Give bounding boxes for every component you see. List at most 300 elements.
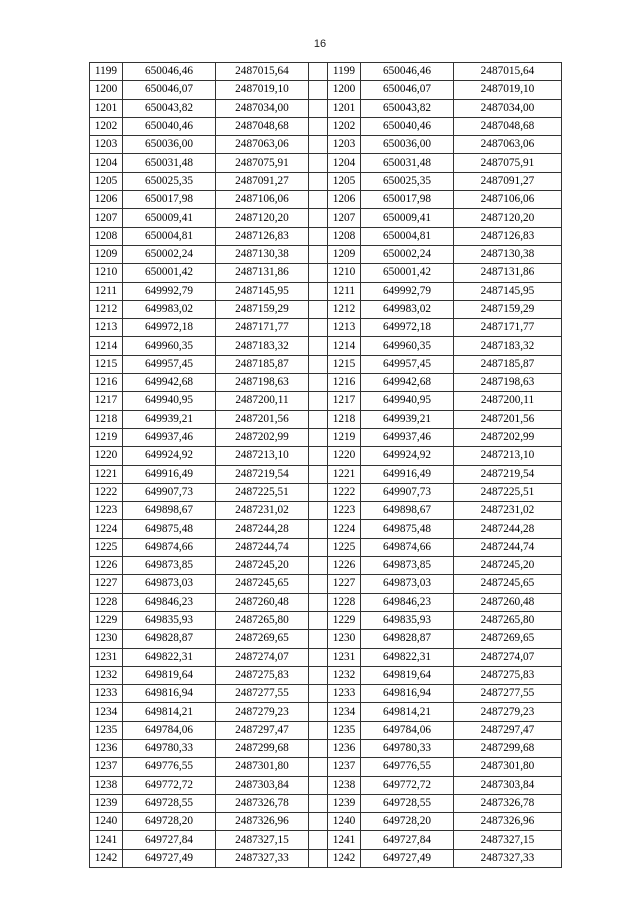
x-coordinate-cell: 649772,72: [361, 776, 454, 794]
y-coordinate-cell: 2487015,64: [454, 63, 562, 81]
point-number-cell: 1229: [328, 611, 361, 629]
x-coordinate-cell: 649776,55: [123, 758, 216, 776]
point-number-cell: 1199: [90, 63, 123, 81]
x-coordinate-cell: 650002,24: [123, 245, 216, 263]
x-coordinate-cell: 650002,24: [361, 245, 454, 263]
table-row: [90, 685, 562, 703]
point-number-cell: 1203: [90, 136, 123, 154]
table-row: [90, 575, 562, 593]
table-row: [90, 611, 562, 629]
x-coordinate-cell: 649924,92: [123, 447, 216, 465]
coordinates-table-body: [90, 63, 562, 868]
y-coordinate-cell: 2487245,20: [454, 557, 562, 575]
point-number-cell: 1206: [328, 191, 361, 209]
point-number-cell: 1213: [90, 319, 123, 337]
x-coordinate-cell: 649814,21: [123, 703, 216, 721]
x-coordinate-cell: 649874,66: [361, 538, 454, 556]
y-coordinate-cell: 2487126,83: [454, 227, 562, 245]
point-number-cell: 1236: [90, 739, 123, 757]
table-row: [90, 300, 562, 318]
point-number-cell: 1233: [90, 685, 123, 703]
point-number-cell: 1205: [328, 172, 361, 190]
x-coordinate-cell: 649873,03: [361, 575, 454, 593]
point-number-cell: 1199: [328, 63, 361, 81]
y-coordinate-cell: 2487106,06: [216, 191, 309, 209]
y-coordinate-cell: 2487327,33: [216, 849, 309, 867]
point-number-cell: 1242: [90, 849, 123, 867]
x-coordinate-cell: 649937,46: [361, 428, 454, 446]
x-coordinate-cell: 649983,02: [123, 300, 216, 318]
point-number-cell: 1230: [328, 630, 361, 648]
point-number-cell: 1239: [90, 794, 123, 812]
point-number-cell: 1241: [328, 831, 361, 849]
x-coordinate-cell: 650025,35: [123, 172, 216, 190]
y-coordinate-cell: 2487219,54: [216, 465, 309, 483]
x-coordinate-cell: 649898,67: [361, 502, 454, 520]
gap-cell: [309, 172, 328, 190]
point-number-cell: 1201: [328, 99, 361, 117]
y-coordinate-cell: 2487297,47: [454, 721, 562, 739]
table-row: [90, 136, 562, 154]
point-number-cell: 1234: [328, 703, 361, 721]
y-coordinate-cell: 2487091,27: [454, 172, 562, 190]
gap-cell: [309, 849, 328, 867]
coordinates-table: [89, 62, 562, 868]
table-row: [90, 117, 562, 135]
y-coordinate-cell: 2487019,10: [216, 81, 309, 99]
gap-cell: [309, 63, 328, 81]
point-number-cell: 1205: [90, 172, 123, 190]
y-coordinate-cell: 2487075,91: [216, 154, 309, 172]
y-coordinate-cell: 2487200,11: [216, 392, 309, 410]
gap-cell: [309, 520, 328, 538]
x-coordinate-cell: 649898,67: [123, 502, 216, 520]
table-row: [90, 721, 562, 739]
x-coordinate-cell: 649916,49: [123, 465, 216, 483]
y-coordinate-cell: 2487183,32: [454, 337, 562, 355]
y-coordinate-cell: 2487269,65: [454, 630, 562, 648]
point-number-cell: 1200: [328, 81, 361, 99]
point-number-cell: 1236: [328, 739, 361, 757]
point-number-cell: 1209: [90, 245, 123, 263]
gap-cell: [309, 630, 328, 648]
x-coordinate-cell: 649727,84: [123, 831, 216, 849]
table-row: [90, 81, 562, 99]
x-coordinate-cell: 649780,33: [361, 739, 454, 757]
x-coordinate-cell: 650046,46: [123, 63, 216, 81]
y-coordinate-cell: 2487303,84: [454, 776, 562, 794]
y-coordinate-cell: 2487171,77: [216, 319, 309, 337]
x-coordinate-cell: 649939,21: [361, 410, 454, 428]
y-coordinate-cell: 2487201,56: [216, 410, 309, 428]
gap-cell: [309, 282, 328, 300]
gap-cell: [309, 776, 328, 794]
y-coordinate-cell: 2487198,63: [216, 374, 309, 392]
x-coordinate-cell: 649972,18: [123, 319, 216, 337]
point-number-cell: 1225: [90, 538, 123, 556]
table-row: [90, 282, 562, 300]
gap-cell: [309, 666, 328, 684]
y-coordinate-cell: 2487201,56: [454, 410, 562, 428]
point-number-cell: 1228: [90, 593, 123, 611]
point-number-cell: 1223: [328, 502, 361, 520]
x-coordinate-cell: 649957,45: [361, 355, 454, 373]
table-row: [90, 209, 562, 227]
point-number-cell: 1210: [90, 264, 123, 282]
point-number-cell: 1207: [90, 209, 123, 227]
gap-cell: [309, 428, 328, 446]
x-coordinate-cell: 650017,98: [123, 191, 216, 209]
x-coordinate-cell: 649875,48: [361, 520, 454, 538]
gap-cell: [309, 794, 328, 812]
gap-cell: [309, 227, 328, 245]
point-number-cell: 1214: [328, 337, 361, 355]
x-coordinate-cell: 649846,23: [123, 593, 216, 611]
x-coordinate-cell: 649942,68: [123, 374, 216, 392]
x-coordinate-cell: 650040,46: [361, 117, 454, 135]
table-row: [90, 447, 562, 465]
y-coordinate-cell: 2487048,68: [454, 117, 562, 135]
point-number-cell: 1207: [328, 209, 361, 227]
point-number-cell: 1218: [328, 410, 361, 428]
gap-cell: [309, 355, 328, 373]
x-coordinate-cell: 649924,92: [361, 447, 454, 465]
x-coordinate-cell: 649937,46: [123, 428, 216, 446]
y-coordinate-cell: 2487048,68: [216, 117, 309, 135]
y-coordinate-cell: 2487326,96: [216, 813, 309, 831]
table-row: [90, 374, 562, 392]
point-number-cell: 1230: [90, 630, 123, 648]
x-coordinate-cell: 649819,64: [361, 666, 454, 684]
y-coordinate-cell: 2487075,91: [454, 154, 562, 172]
x-coordinate-cell: 649873,85: [361, 557, 454, 575]
gap-cell: [309, 337, 328, 355]
table-row: [90, 538, 562, 556]
point-number-cell: 1216: [328, 374, 361, 392]
point-number-cell: 1226: [90, 557, 123, 575]
x-coordinate-cell: 649828,87: [123, 630, 216, 648]
y-coordinate-cell: 2487130,38: [216, 245, 309, 263]
gap-cell: [309, 154, 328, 172]
gap-cell: [309, 465, 328, 483]
gap-cell: [309, 685, 328, 703]
x-coordinate-cell: 649814,21: [361, 703, 454, 721]
gap-cell: [309, 611, 328, 629]
x-coordinate-cell: 649819,64: [123, 666, 216, 684]
point-number-cell: 1240: [328, 813, 361, 831]
y-coordinate-cell: 2487213,10: [216, 447, 309, 465]
table-row: [90, 245, 562, 263]
x-coordinate-cell: 649784,06: [123, 721, 216, 739]
y-coordinate-cell: 2487185,87: [216, 355, 309, 373]
point-number-cell: 1217: [328, 392, 361, 410]
y-coordinate-cell: 2487277,55: [454, 685, 562, 703]
point-number-cell: 1241: [90, 831, 123, 849]
point-number-cell: 1239: [328, 794, 361, 812]
gap-cell: [309, 831, 328, 849]
x-coordinate-cell: 649873,85: [123, 557, 216, 575]
point-number-cell: 1211: [90, 282, 123, 300]
x-coordinate-cell: 649727,49: [361, 849, 454, 867]
gap-cell: [309, 136, 328, 154]
point-number-cell: 1204: [90, 154, 123, 172]
point-number-cell: 1224: [90, 520, 123, 538]
y-coordinate-cell: 2487244,74: [216, 538, 309, 556]
gap-cell: [309, 209, 328, 227]
y-coordinate-cell: 2487198,63: [454, 374, 562, 392]
x-coordinate-cell: 649992,79: [123, 282, 216, 300]
x-coordinate-cell: 649939,21: [123, 410, 216, 428]
x-coordinate-cell: 650043,82: [123, 99, 216, 117]
y-coordinate-cell: 2487327,33: [454, 849, 562, 867]
y-coordinate-cell: 2487034,00: [454, 99, 562, 117]
point-number-cell: 1208: [90, 227, 123, 245]
x-coordinate-cell: 650040,46: [123, 117, 216, 135]
y-coordinate-cell: 2487225,51: [454, 483, 562, 501]
point-number-cell: 1235: [90, 721, 123, 739]
point-number-cell: 1218: [90, 410, 123, 428]
point-number-cell: 1220: [90, 447, 123, 465]
table-row: [90, 410, 562, 428]
y-coordinate-cell: 2487120,20: [454, 209, 562, 227]
table-row: [90, 227, 562, 245]
table-row: [90, 648, 562, 666]
x-coordinate-cell: 650036,00: [361, 136, 454, 154]
y-coordinate-cell: 2487171,77: [454, 319, 562, 337]
x-coordinate-cell: 649942,68: [361, 374, 454, 392]
y-coordinate-cell: 2487260,48: [216, 593, 309, 611]
x-coordinate-cell: 650031,48: [361, 154, 454, 172]
gap-cell: [309, 483, 328, 501]
x-coordinate-cell: 650046,07: [123, 81, 216, 99]
x-coordinate-cell: 649822,31: [123, 648, 216, 666]
y-coordinate-cell: 2487279,23: [454, 703, 562, 721]
table-row: [90, 849, 562, 867]
gap-cell: [309, 575, 328, 593]
y-coordinate-cell: 2487245,20: [216, 557, 309, 575]
y-coordinate-cell: 2487245,65: [216, 575, 309, 593]
y-coordinate-cell: 2487213,10: [454, 447, 562, 465]
x-coordinate-cell: 649957,45: [123, 355, 216, 373]
y-coordinate-cell: 2487185,87: [454, 355, 562, 373]
y-coordinate-cell: 2487225,51: [216, 483, 309, 501]
y-coordinate-cell: 2487301,80: [454, 758, 562, 776]
y-coordinate-cell: 2487299,68: [454, 739, 562, 757]
y-coordinate-cell: 2487327,15: [454, 831, 562, 849]
x-coordinate-cell: 650043,82: [361, 99, 454, 117]
x-coordinate-cell: 649907,73: [361, 483, 454, 501]
gap-cell: [309, 300, 328, 318]
point-number-cell: 1211: [328, 282, 361, 300]
point-number-cell: 1204: [328, 154, 361, 172]
point-number-cell: 1213: [328, 319, 361, 337]
y-coordinate-cell: 2487219,54: [454, 465, 562, 483]
page-number: 16: [313, 38, 327, 50]
y-coordinate-cell: 2487120,20: [216, 209, 309, 227]
point-number-cell: 1206: [90, 191, 123, 209]
x-coordinate-cell: 649772,72: [123, 776, 216, 794]
y-coordinate-cell: 2487326,78: [454, 794, 562, 812]
point-number-cell: 1225: [328, 538, 361, 556]
table-row: [90, 502, 562, 520]
y-coordinate-cell: 2487183,32: [216, 337, 309, 355]
table-row: [90, 337, 562, 355]
x-coordinate-cell: 649728,55: [123, 794, 216, 812]
gap-cell: [309, 191, 328, 209]
table-row: [90, 794, 562, 812]
point-number-cell: 1227: [90, 575, 123, 593]
x-coordinate-cell: 650046,07: [361, 81, 454, 99]
gap-cell: [309, 557, 328, 575]
gap-cell: [309, 374, 328, 392]
x-coordinate-cell: 649875,48: [123, 520, 216, 538]
y-coordinate-cell: 2487244,74: [454, 538, 562, 556]
point-number-cell: 1229: [90, 611, 123, 629]
x-coordinate-cell: 649972,18: [361, 319, 454, 337]
point-number-cell: 1201: [90, 99, 123, 117]
y-coordinate-cell: 2487034,00: [216, 99, 309, 117]
point-number-cell: 1231: [90, 648, 123, 666]
gap-cell: [309, 758, 328, 776]
table-row: [90, 264, 562, 282]
x-coordinate-cell: 649874,66: [123, 538, 216, 556]
y-coordinate-cell: 2487265,80: [454, 611, 562, 629]
y-coordinate-cell: 2487303,84: [216, 776, 309, 794]
gap-cell: [309, 319, 328, 337]
y-coordinate-cell: 2487279,23: [216, 703, 309, 721]
x-coordinate-cell: 649728,55: [361, 794, 454, 812]
table-row: [90, 355, 562, 373]
point-number-cell: 1221: [90, 465, 123, 483]
table-row: [90, 593, 562, 611]
point-number-cell: 1223: [90, 502, 123, 520]
x-coordinate-cell: 650004,81: [361, 227, 454, 245]
point-number-cell: 1200: [90, 81, 123, 99]
x-coordinate-cell: 649780,33: [123, 739, 216, 757]
x-coordinate-cell: 650001,42: [361, 264, 454, 282]
gap-cell: [309, 392, 328, 410]
x-coordinate-cell: 649873,03: [123, 575, 216, 593]
point-number-cell: 1214: [90, 337, 123, 355]
point-number-cell: 1219: [90, 428, 123, 446]
table-row: [90, 666, 562, 684]
table-row: [90, 758, 562, 776]
y-coordinate-cell: 2487131,86: [216, 264, 309, 282]
y-coordinate-cell: 2487130,38: [454, 245, 562, 263]
point-number-cell: 1233: [328, 685, 361, 703]
y-coordinate-cell: 2487275,83: [454, 666, 562, 684]
x-coordinate-cell: 650031,48: [123, 154, 216, 172]
table-row: [90, 813, 562, 831]
table-row: [90, 520, 562, 538]
y-coordinate-cell: 2487274,07: [216, 648, 309, 666]
table-row: [90, 630, 562, 648]
x-coordinate-cell: 649960,35: [123, 337, 216, 355]
table-row: [90, 154, 562, 172]
x-coordinate-cell: 649728,20: [123, 813, 216, 831]
point-number-cell: 1231: [328, 648, 361, 666]
point-number-cell: 1202: [90, 117, 123, 135]
x-coordinate-cell: 649940,95: [123, 392, 216, 410]
x-coordinate-cell: 650025,35: [361, 172, 454, 190]
y-coordinate-cell: 2487245,65: [454, 575, 562, 593]
x-coordinate-cell: 649960,35: [361, 337, 454, 355]
point-number-cell: 1203: [328, 136, 361, 154]
table-row: [90, 191, 562, 209]
x-coordinate-cell: 649907,73: [123, 483, 216, 501]
point-number-cell: 1220: [328, 447, 361, 465]
gap-cell: [309, 245, 328, 263]
gap-cell: [309, 447, 328, 465]
y-coordinate-cell: 2487126,83: [216, 227, 309, 245]
y-coordinate-cell: 2487275,83: [216, 666, 309, 684]
point-number-cell: 1212: [90, 300, 123, 318]
x-coordinate-cell: 649992,79: [361, 282, 454, 300]
point-number-cell: 1240: [90, 813, 123, 831]
gap-cell: [309, 648, 328, 666]
gap-cell: [309, 593, 328, 611]
y-coordinate-cell: 2487159,29: [454, 300, 562, 318]
point-number-cell: 1221: [328, 465, 361, 483]
point-number-cell: 1226: [328, 557, 361, 575]
x-coordinate-cell: 649728,20: [361, 813, 454, 831]
table-row: [90, 483, 562, 501]
point-number-cell: 1215: [90, 355, 123, 373]
x-coordinate-cell: 649846,23: [361, 593, 454, 611]
x-coordinate-cell: 650017,98: [361, 191, 454, 209]
x-coordinate-cell: 650004,81: [123, 227, 216, 245]
point-number-cell: 1237: [90, 758, 123, 776]
gap-cell: [309, 703, 328, 721]
y-coordinate-cell: 2487145,95: [454, 282, 562, 300]
table-row: [90, 739, 562, 757]
y-coordinate-cell: 2487145,95: [216, 282, 309, 300]
point-number-cell: 1238: [328, 776, 361, 794]
point-number-cell: 1232: [328, 666, 361, 684]
gap-cell: [309, 264, 328, 282]
point-number-cell: 1228: [328, 593, 361, 611]
y-coordinate-cell: 2487327,15: [216, 831, 309, 849]
gap-cell: [309, 739, 328, 757]
table-row: [90, 172, 562, 190]
table-row: [90, 465, 562, 483]
gap-cell: [309, 81, 328, 99]
table-row: [90, 776, 562, 794]
y-coordinate-cell: 2487274,07: [454, 648, 562, 666]
point-number-cell: 1202: [328, 117, 361, 135]
point-number-cell: 1208: [328, 227, 361, 245]
point-number-cell: 1222: [90, 483, 123, 501]
y-coordinate-cell: 2487091,27: [216, 172, 309, 190]
y-coordinate-cell: 2487265,80: [216, 611, 309, 629]
x-coordinate-cell: 649983,02: [361, 300, 454, 318]
gap-cell: [309, 502, 328, 520]
y-coordinate-cell: 2487015,64: [216, 63, 309, 81]
y-coordinate-cell: 2487244,28: [454, 520, 562, 538]
table-row: [90, 831, 562, 849]
x-coordinate-cell: 649822,31: [361, 648, 454, 666]
point-number-cell: 1222: [328, 483, 361, 501]
point-number-cell: 1242: [328, 849, 361, 867]
y-coordinate-cell: 2487159,29: [216, 300, 309, 318]
x-coordinate-cell: 649828,87: [361, 630, 454, 648]
y-coordinate-cell: 2487277,55: [216, 685, 309, 703]
point-number-cell: 1219: [328, 428, 361, 446]
point-number-cell: 1234: [90, 703, 123, 721]
x-coordinate-cell: 649835,93: [123, 611, 216, 629]
y-coordinate-cell: 2487063,06: [454, 136, 562, 154]
gap-cell: [309, 117, 328, 135]
